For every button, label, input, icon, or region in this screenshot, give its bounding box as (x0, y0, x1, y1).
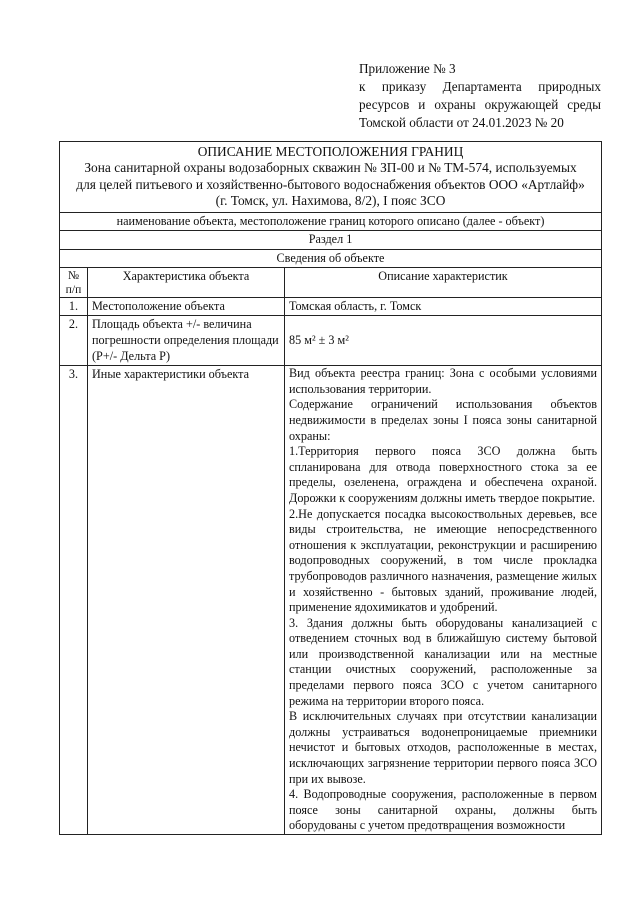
row-characteristic: Иные характеристики объекта (88, 366, 285, 835)
column-header-number-line: п/п (65, 282, 82, 296)
table-row (60, 366, 602, 835)
row-characteristic: Площадь объекта +/- величина погрешности определения площади (Р+/- Дельта Р) (88, 316, 285, 366)
row-characteristic: Местоположение объекта (88, 297, 285, 316)
table-header-row (60, 268, 602, 297)
section-title: Сведения об объекте (60, 249, 602, 268)
description-paragraph: 3. Здания должны быть оборудованы канализацией с отведением сточных вод в ближайшую систему бытовой или производственной канализации или на местные станции очистных сооружений, расположенные за пределами первого пояса ЗСО с учетом санитарного режима на территории второго пояса. (289, 615, 598, 708)
row-number: 2. (60, 316, 88, 366)
appendix-block (359, 60, 601, 132)
appendix-line: к приказу Департамента природных (359, 79, 601, 94)
document-header (60, 142, 602, 213)
description-paragraph: 4. Водопроводные сооружения, расположенные в первом поясе зоны санитарной охраны, должны быть оборудованы с учетом предотвращения возможности (289, 787, 598, 833)
document-title: ОПИСАНИЕ МЕСТОПОЛОЖЕНИЯ ГРАНИЦ (197, 144, 464, 159)
row-description: 85 м² ± 3 м² (285, 316, 602, 366)
row-description: Томская область, г. Томск (285, 297, 602, 316)
table-row (60, 316, 602, 366)
description-paragraph: В исключительных случаях при отсутствии канализации должны устраиваться водонепроницаемые приемники нечистот и бытовых отходов, расположенные в местах, исключающих загрязнение территории первого пояса ЗСО при их вывозе. (289, 709, 598, 786)
object-name-line: (г. Томск, ул. Нахимова, 8/2), I пояс ЗСО (215, 193, 446, 209)
boundary-description-table (59, 141, 602, 835)
column-header-number-line: № (67, 269, 80, 283)
object-subtitle: наименование объекта, местоположение границ которого описано (далее - объект) (60, 212, 602, 231)
appendix-line: Приложение № 3 (359, 61, 456, 76)
row-number: 1. (60, 297, 88, 316)
column-header-description: Описание характеристик (285, 268, 602, 297)
description-paragraph: 1.Территория первого пояса ЗСО должна быть спланирована для отвода поверхностного стока за ее пределы, озеленена, ограждена и обеспечена охраной. Дорожки к сооружениям должны иметь твердое покрытие. (289, 444, 598, 505)
section-number: Раздел 1 (60, 231, 602, 250)
appendix-line: ресурсов и охраны окружающей среды (359, 97, 601, 112)
row-number: 3. (60, 366, 88, 835)
appendix-line: Томской области от 24.01.2023 № 20 (359, 115, 564, 130)
column-header-number (60, 268, 88, 297)
row-description (285, 366, 602, 835)
object-name-line: Зона санитарной охраны водозаборных скважин № ЗП-00 и № ТМ-574, используемых (84, 160, 577, 176)
description-paragraph: 2.Не допускается посадка высокоствольных деревьев, все виды строительства, не имеющие непосредственного отношения к эксплуатации, реконструкции и расширению водопроводных сооружений, в том числе прокладка трубопроводов различного назначения, размещение жилых и хозяйственно - бытовых зданий, проживание людей, применение ядохимикатов и удобрений. (289, 506, 598, 615)
description-paragraph: Вид объекта реестра границ: Зона с особыми условиями использования территории. (289, 366, 598, 396)
object-name-line: для целей питьевого и хозяйственно-бытового водоснабжения объектов ООО «Артлайф» (76, 176, 585, 192)
column-header-characteristic: Характеристика объекта (88, 268, 285, 297)
description-paragraph: Содержание ограничений использования объектов недвижимости в пределах зоны I пояса зоны санитарной охраны: (289, 397, 598, 443)
table-row (60, 297, 602, 316)
